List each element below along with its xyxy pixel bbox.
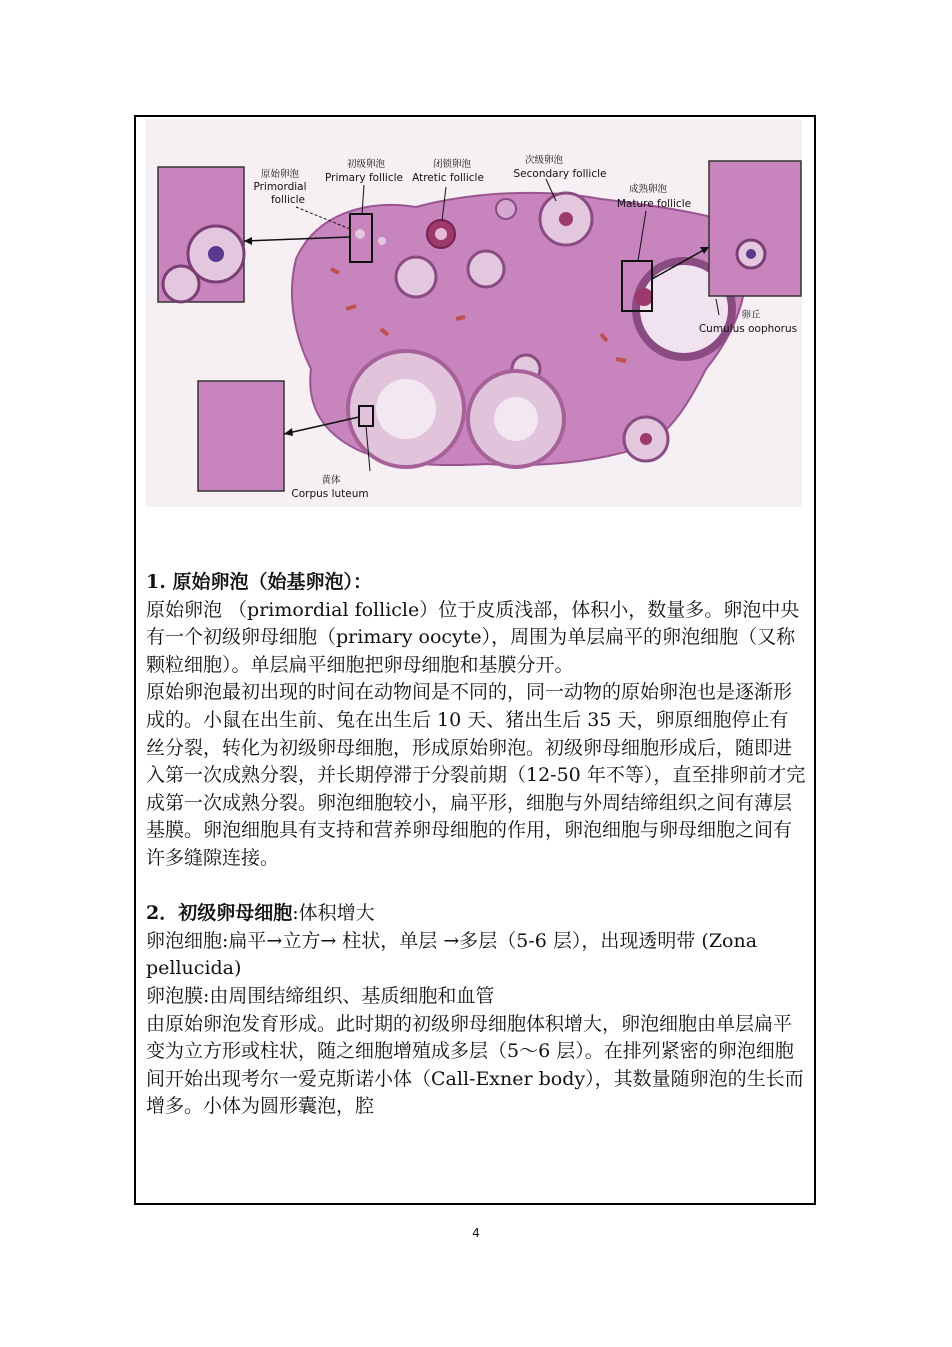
label-secondary-cn: 次级卵泡 [524,155,564,166]
content-frame [134,115,816,1205]
section2-line-1: 卵泡细胞:扁平→立方→ 柱状，单层 →多层（5-6 层），出现透明带 (Zona pellucida) [146,929,758,980]
label-atretic-en: Atretic follicle [412,172,484,184]
section2-heading-rest: :体积增大 [292,902,375,925]
ovary-diagram [146,119,802,507]
label-atretic-cn: 闭锁卵泡 [432,159,472,170]
section2-line-2: 卵泡膜:由周围结缔组织、基质细胞和血管 [146,984,495,1007]
label-mature-en: Mature follicle [616,198,692,210]
label-primordial-en2: follicle [270,194,306,206]
section1-heading: 1. 原始卵泡（始基卵泡）： [146,571,372,593]
page-number: 4 [472,1226,480,1240]
ovary-histology-figure [146,119,802,507]
label-primordial-cn: 原始卵泡 [260,169,300,180]
inset-luteum [198,381,284,491]
label-luteum-cn: 黄体 [321,475,341,486]
label-primary-cn: 初级卵泡 [346,159,386,170]
section1-paragraph-1: 原始卵泡 （primordial follicle）位于皮质浅部，体积小，数量多。卵泡中央有一个初级卵母细胞（primary oocyte），周围为单层扁平的卵泡细胞（又称颗粒细胞）。单层扁平细胞把卵母细胞和基膜分开。 [146,598,800,676]
section2-heading-bold: 2．初级卵母细胞 [146,902,293,925]
label-cumulus-cn: 卵丘 [741,310,761,321]
label-cumulus-en: Cumulus oophorus [698,323,798,335]
label-primary-en: Primary follicle [325,172,403,184]
inset-cumulus [709,161,801,296]
section2-heading [146,900,806,928]
label-mature-cn: 成熟卵泡 [628,184,668,195]
section2-line-3: 由原始卵泡发育形成。此时期的初级卵母细胞体积增大，卵泡细胞由单层扁平变为立方形或柱状，随之细胞增殖成多层（5～6 层）。在排列紧密的卵泡细胞间开始出现考尔一爱克斯诺小体（Call-Exner body），其数量随卵泡的生长而增多。小体为圆形囊泡，腔 [146,1012,804,1118]
label-secondary-en: Secondary follicle [513,168,607,180]
body-text [146,569,806,1121]
label-primordial-en1: Primordial [253,181,307,193]
label-luteum-en: Corpus luteum [291,488,369,500]
section1-paragraph-2: 原始卵泡最初出现的时间在动物间是不同的，同一动物的原始卵泡也是逐渐形成的。小鼠在出生前、兔在出生后 10 天、猪出生后 35 天，卵原细胞停止有丝分裂，转化为初级卵母细胞，形成原始卵泡。初级卵母细胞形成后，随即进入第一次成熟分裂，并长期停滞于分裂前期（12-50 年不等），直至排卵前才完成第一次成熟分裂。卵泡细胞较小，扁平形，细胞与外周结缔组织之间有薄层基膜。卵泡细胞具有支持和营养卵母细胞的作用，卵泡细胞与卵母细胞之间有许多缝隙连接。 [146,681,806,869]
